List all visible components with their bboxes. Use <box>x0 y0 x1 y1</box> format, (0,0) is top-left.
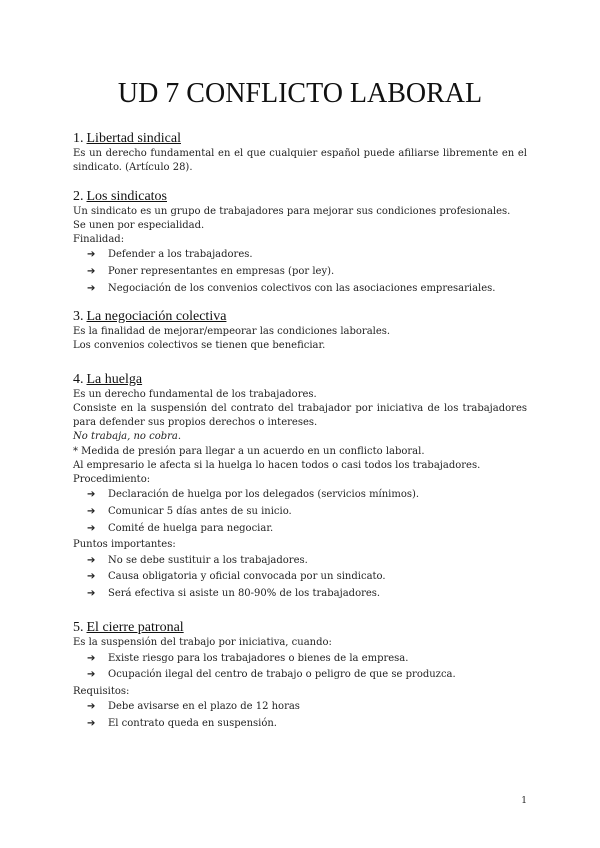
section-heading <box>73 373 527 387</box>
italic-note: No trabaja, no cobra. <box>73 431 182 443</box>
bullet-list <box>73 248 527 296</box>
list-label: Requisitos: <box>73 686 130 697</box>
list-item <box>87 652 527 666</box>
list-label: Procedimiento: <box>73 474 151 486</box>
arrow-icon: ➔ <box>87 554 96 566</box>
list-item-text: Causa obligatoria y oficial convocada por un sindicato. <box>108 571 386 583</box>
section-heading <box>73 310 527 324</box>
section-libertad-sindical <box>73 132 527 176</box>
paragraph: Es un derecho fundamental en el que cualquier español puede afiliarse libremente en el sindicato. (Artículo 28). <box>73 148 527 174</box>
list-label: Puntos importantes: <box>73 539 176 551</box>
bullet-list <box>73 554 527 602</box>
section-title: Libertad sindical <box>86 131 181 146</box>
arrow-icon: ➔ <box>87 717 96 729</box>
list-item-text: Defender a los trabajadores. <box>108 249 253 261</box>
paragraph: Es la finalidad de mejorar/empeorar las condiciones laborales. <box>73 326 391 338</box>
section-title: Los sindicatos <box>86 188 167 204</box>
arrow-icon: ➔ <box>87 701 96 713</box>
section-heading <box>73 621 527 635</box>
section-heading <box>73 132 527 146</box>
arrow-icon: ➔ <box>87 669 96 681</box>
arrow-icon: ➔ <box>87 489 96 501</box>
paragraph: Consiste en la suspensión del contrato del trabajador por iniciativa de los trabajadores para defender sus propios derechos o intereses. <box>73 403 527 429</box>
list-item-text: Comité de huelga para negociar. <box>108 522 274 534</box>
paragraph: Es la suspensión del trabajo por iniciativa, cuando: <box>73 637 332 649</box>
list-item-text: Será efectiva si asiste un 80-90% de los trabajadores. <box>108 587 381 599</box>
bullet-list <box>73 488 527 536</box>
paragraph: Al empresario le afecta si la huelga lo hacen todos o casi todos los trabajadores. <box>73 459 481 471</box>
document-body <box>73 132 527 731</box>
section-number: 1. <box>73 131 84 146</box>
list-item-text: Comunicar 5 días antes de su inicio. <box>108 505 292 517</box>
section-heading <box>73 190 527 204</box>
list-item-text: Ocupación ilegal del centro de trabajo o peligro de que se produzca. <box>108 669 456 681</box>
section-title: La negociación colectiva <box>86 309 227 325</box>
section-number: 2. <box>73 188 84 204</box>
list-item-text: No se debe sustituir a los trabajadores. <box>108 554 308 566</box>
list-item <box>87 668 527 682</box>
arrow-icon: ➔ <box>87 522 96 534</box>
paragraph <box>73 430 527 444</box>
section-negociacion-colectiva <box>73 310 527 354</box>
list-item <box>87 587 527 601</box>
list-label: Finalidad: <box>73 234 125 246</box>
paragraph: Se unen por especialidad. <box>73 220 205 232</box>
section-title: El cierre patronal <box>86 620 184 636</box>
list-item <box>87 248 527 262</box>
list-item-text: El contrato queda en suspensión. <box>108 717 277 729</box>
section-number: 4. <box>73 371 84 387</box>
list-item <box>87 282 527 296</box>
arrow-icon: ➔ <box>87 266 96 278</box>
list-item <box>87 570 527 584</box>
list-item <box>87 265 527 279</box>
section-la-huelga <box>73 373 527 602</box>
section-cierre-patronal <box>73 621 527 731</box>
paragraph: Es un derecho fundamental de los trabajadores. <box>73 388 317 400</box>
arrow-icon: ➔ <box>87 571 96 583</box>
arrow-icon: ➔ <box>87 249 96 261</box>
section-number: 3. <box>73 309 84 325</box>
page-number: 1 <box>521 796 527 806</box>
paragraph: Un sindicato es un grupo de trabajadores para mejorar sus condiciones profesionales. <box>73 205 511 217</box>
list-item-text: Negociación de los convenios colectivos con las asociaciones empresariales. <box>108 282 496 294</box>
list-item <box>87 554 527 568</box>
paragraph: * Medida de presión para llegar a un acuerdo en un conflicto laboral. <box>73 445 425 457</box>
paragraph: Los convenios colectivos se tienen que beneficiar. <box>73 340 326 352</box>
list-item-text: Debe avisarse en el plazo de 12 horas <box>108 701 300 713</box>
bullet-list <box>73 652 527 683</box>
section-title: La huelga <box>86 371 143 387</box>
arrow-icon: ➔ <box>87 282 96 294</box>
page-title: UD 7 CONFLICTO LABORAL <box>117 78 483 109</box>
list-item <box>87 505 527 519</box>
list-item <box>87 717 527 731</box>
list-item <box>87 700 527 714</box>
list-item <box>87 488 527 502</box>
section-los-sindicatos <box>73 190 527 296</box>
list-item <box>87 522 527 536</box>
bullet-list <box>73 700 527 731</box>
section-number: 5. <box>73 620 84 636</box>
list-item-text: Existe riesgo para los trabajadores o bienes de la empresa. <box>108 652 409 664</box>
arrow-icon: ➔ <box>87 652 96 664</box>
arrow-icon: ➔ <box>87 505 96 517</box>
list-item-text: Poner representantes en empresas (por ley). <box>108 266 335 278</box>
arrow-icon: ➔ <box>87 587 96 599</box>
list-item-text: Declaración de huelga por los delegados (servicios mínimos). <box>108 489 420 501</box>
